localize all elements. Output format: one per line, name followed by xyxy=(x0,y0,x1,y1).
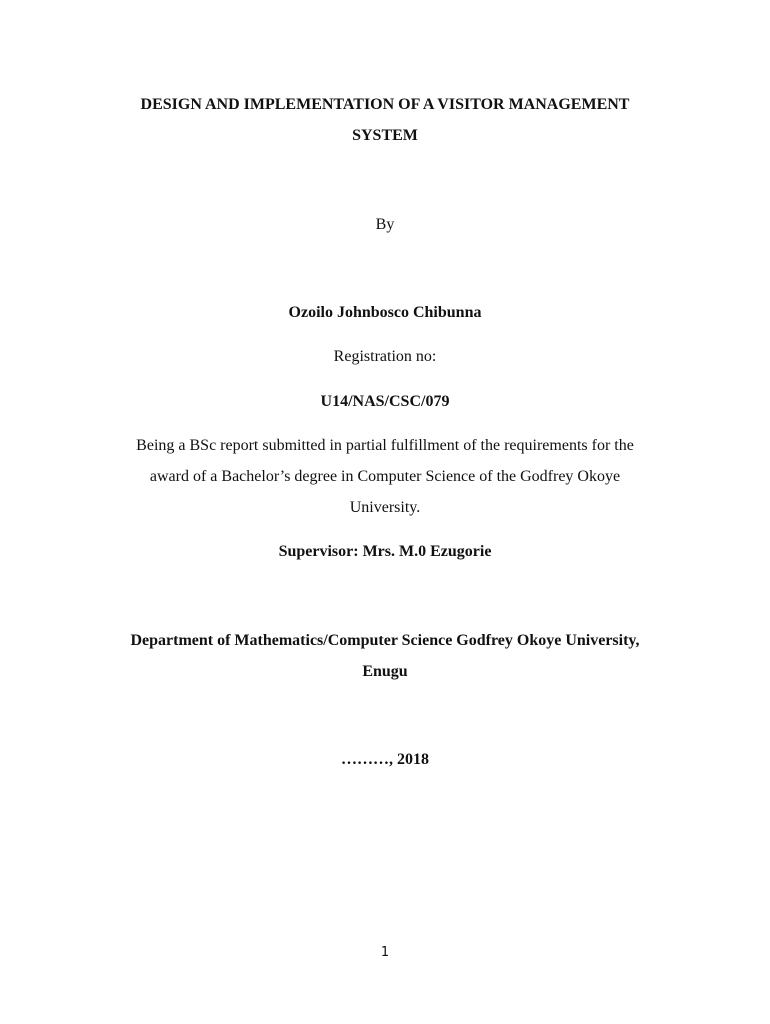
page-number: 1 xyxy=(380,945,390,960)
statement-line-2: award of a Bachelor’s degree in Computer Science of the Godfrey Okoye xyxy=(149,468,621,485)
registration-label: Registration no: xyxy=(333,348,437,365)
submission-date: ………, 2018 xyxy=(341,751,429,768)
department-line-2: Enugu xyxy=(362,663,408,680)
author-name: Ozoilo Johnbosco Chibunna xyxy=(288,304,482,321)
supervisor: Supervisor: Mrs. M.0 Ezugorie xyxy=(278,543,492,560)
registration-number: U14/NAS/CSC/079 xyxy=(320,393,450,410)
report-title-line-2: SYSTEM xyxy=(352,127,418,144)
report-title-line-1: DESIGN AND IMPLEMENTATION OF A VISITOR MANAGEMENT xyxy=(140,96,630,113)
statement-line-1: Being a BSc report submitted in partial fulfillment of the requirements for the xyxy=(136,437,634,454)
department-line-1: Department of Mathematics/Computer Science Godfrey Okoye University, xyxy=(130,632,640,649)
statement-line-3: University. xyxy=(349,499,421,516)
by-label: By xyxy=(375,216,395,233)
